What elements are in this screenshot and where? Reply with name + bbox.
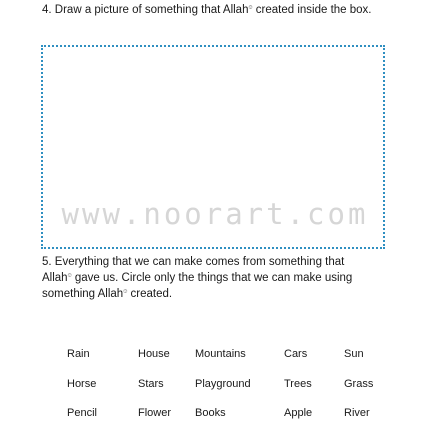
- word-item[interactable]: Flower: [138, 407, 172, 419]
- question-5-text: 5. Everything that we can make comes from something that Allah۞ gave us. Circle only the things that we can make using something Allah۞ created.: [42, 256, 353, 300]
- word-item[interactable]: Apple: [284, 407, 313, 419]
- word-item[interactable]: Sun: [344, 348, 364, 360]
- word-item[interactable]: Mountains: [195, 348, 246, 360]
- watermark: www.noorart.com: [61, 197, 369, 231]
- word-item[interactable]: Playground: [195, 378, 251, 390]
- word-item[interactable]: Rain: [67, 348, 90, 360]
- honorific-glyph: ۞: [248, 3, 253, 11]
- word-item[interactable]: Stars: [138, 378, 164, 390]
- question-4-text: 4. Draw a picture of something that Allah۞ created inside the box.: [42, 3, 372, 16]
- word-item[interactable]: House: [138, 348, 170, 360]
- word-item[interactable]: Grass: [344, 378, 374, 390]
- honorific-glyph: ۞: [123, 287, 128, 295]
- word-item[interactable]: Books: [195, 407, 226, 419]
- word-item[interactable]: Pencil: [67, 407, 97, 419]
- word-item[interactable]: Trees: [284, 378, 312, 390]
- word-item[interactable]: Cars: [284, 348, 308, 360]
- word-item[interactable]: River: [344, 407, 370, 419]
- honorific-glyph: ۞: [67, 271, 72, 279]
- word-item[interactable]: Horse: [67, 378, 97, 390]
